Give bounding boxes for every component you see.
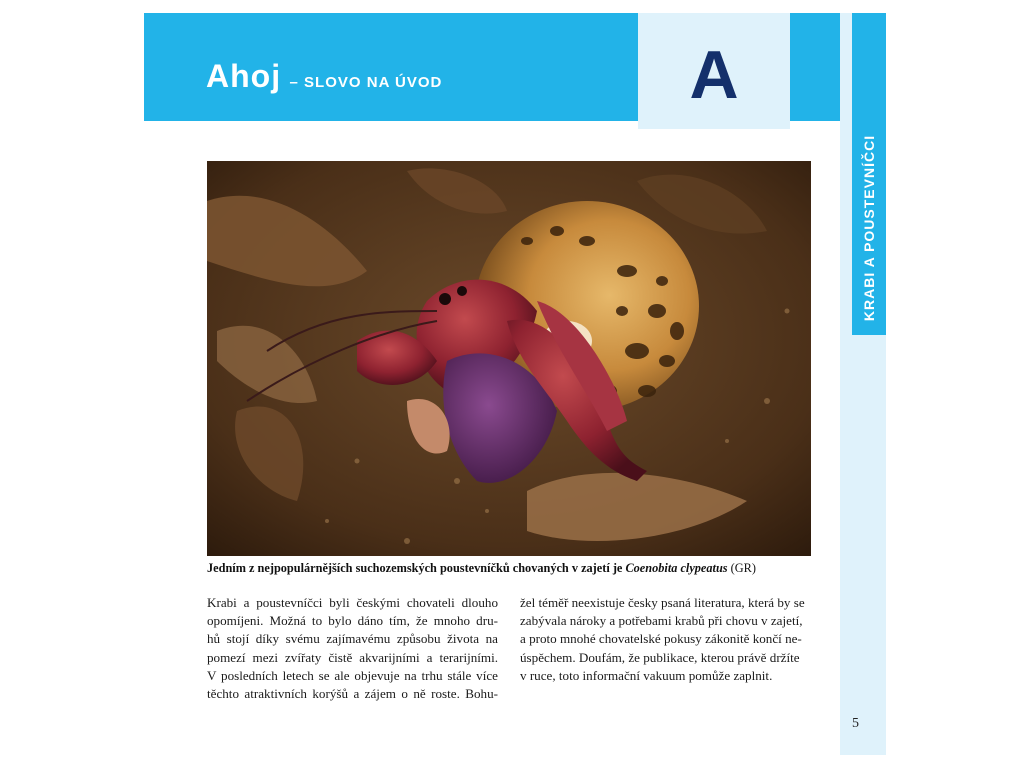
body-line: pomezí mezi zvířaty čistě akvarijními a terarijními. [207, 649, 498, 665]
body-line: V posledních letech se ale objevuje na trhu stále více [207, 667, 498, 683]
body-line: hů stojí díky svému zajímavému způsobu života na [207, 631, 498, 647]
body-line: a proto mnohé chovatelské pokusy zákonitě končí ne- [520, 631, 802, 647]
body-line: opomíjeni. Možná to bylo dáno tím, že mnoho dru- [207, 613, 498, 629]
chapter-letter-box [638, 13, 790, 129]
body-column-right [520, 594, 815, 685]
body-line: úspěchem. Doufám, že publikace, kterou právě držíte [520, 649, 800, 665]
body-line: žel téměř neexistuje česky psaná literatura, která by se [520, 595, 805, 610]
body-line: Krabi a poustevníčci byli českými chovateli dlouho [207, 595, 498, 610]
chapter-side-label: KRABI A POUSTEVNÍČCI [861, 134, 877, 322]
body-line: zabývala nároky a potřebami krabů při chovu v zajetí, [520, 613, 803, 629]
caption-credit: (GR) [730, 561, 756, 575]
body-line: v ruce, toto informační vakuum pomůže zaplnit. [520, 667, 773, 683]
caption-species: Coenobita clypeatus [625, 561, 728, 575]
caption-text: Jedním z nejpopulárnějších suchozemských poustevníčků chovaných v zajetí je [207, 561, 623, 575]
page-title [206, 58, 442, 95]
hermit-crab-photo [207, 161, 811, 556]
body-line: těchto atraktivních korýšů a zájem o ně roste. Bohu- [207, 686, 498, 702]
body-column-left [207, 594, 498, 703]
hermit-crab-illustration [207, 161, 811, 556]
chapter-letter: A [689, 37, 739, 113]
page-number: 5 [852, 716, 859, 731]
figure-caption [207, 561, 827, 576]
title-main: Ahoj [206, 58, 282, 94]
title-subtitle: – SLOVO NA ÚVOD [289, 74, 443, 91]
